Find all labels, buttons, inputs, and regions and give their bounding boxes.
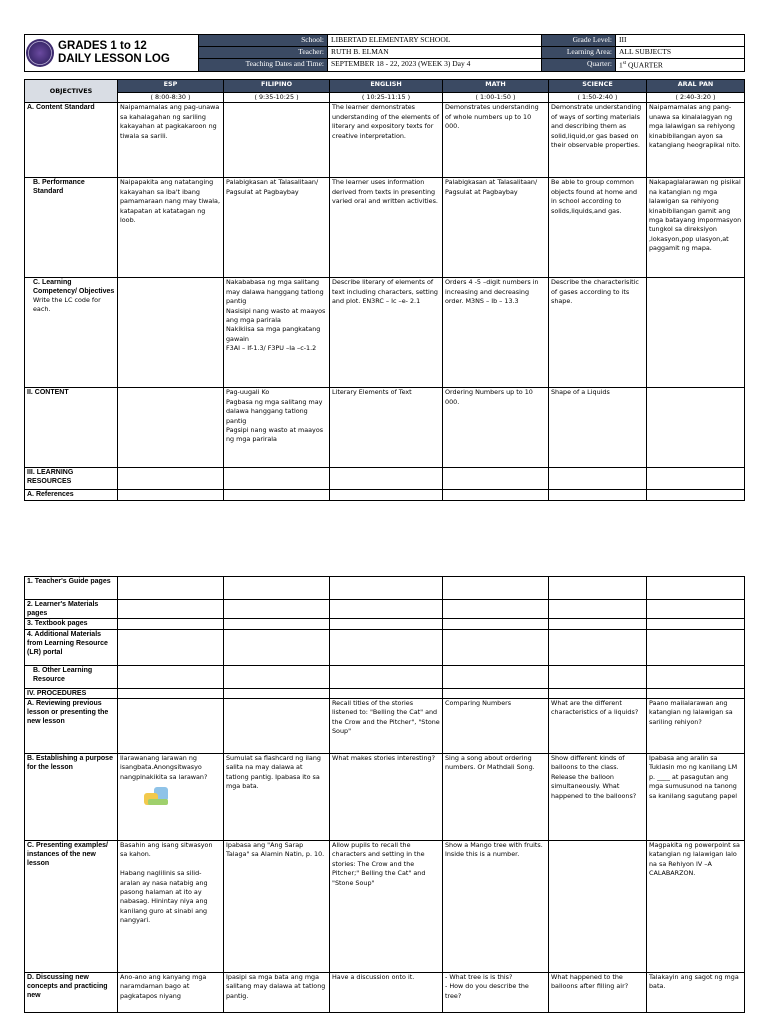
cell-math xyxy=(443,577,549,600)
row-label-3-textbook-pages xyxy=(25,619,118,630)
header-title-cell xyxy=(25,35,199,72)
cell-science xyxy=(549,388,647,468)
row-b-establishing-a-purpose-for-the-lesson xyxy=(25,754,745,841)
cell-text: Paano mailalarawan ang katangian ng lalawigan sa sariling rehiyon? xyxy=(649,699,733,726)
cell-aral-pan xyxy=(647,630,745,666)
cell-science xyxy=(549,699,647,754)
cell-english xyxy=(330,754,443,841)
time-slot-esp: ( 8:00-8:30 ) xyxy=(118,93,224,103)
time-slot-english: ( 10:25-11:15 ) xyxy=(330,93,443,103)
cell-science xyxy=(549,103,647,178)
cell-filipino xyxy=(224,178,330,278)
cell-aral-pan xyxy=(647,666,745,689)
cell-esp xyxy=(118,468,224,490)
cell-text: Naipamamalas ang pang-unawa sa kinalalagyan ng mga lalawigan sa rehiyong kinabibilangan ayon sa katangiang heograpikal nito. xyxy=(649,103,741,150)
cell-text: Show a Mango tree with fruits. Inside this is a number. xyxy=(445,841,543,859)
teacher-label: Teacher: xyxy=(199,47,328,59)
row-label-2-learner-s-materials-pages xyxy=(25,600,118,619)
subject-header-esp: ESP xyxy=(118,80,224,93)
cell-english xyxy=(330,468,443,490)
cell-text: Orders 4 -5 –digit numbers in increasing and decreasing order. M3NS – Ib – 13.3 xyxy=(445,278,539,306)
cell-english xyxy=(330,278,443,388)
cell-esp xyxy=(118,666,224,689)
cell-science xyxy=(549,619,647,630)
cell-english xyxy=(330,577,443,600)
title-line-2: DAILY LESSON LOG xyxy=(58,52,170,65)
cell-text: Naipamamalas ang pag-unawa sa kahalagahan ng sariling kakayahan at pagkakaroon ng tiwala sa sarili. xyxy=(120,103,220,140)
time-slot-math: ( 1:00-1:50 ) xyxy=(443,93,549,103)
row-label-1-teacher-s-guide-pages xyxy=(25,577,118,600)
cell-esp xyxy=(118,619,224,630)
grade-level-label: Grade Level: xyxy=(542,35,616,47)
cell-text: What makes stories interesting? xyxy=(332,754,435,762)
cell-text: The learner uses information derived from texts in presenting varied oral and written activities. xyxy=(332,178,438,206)
cell-text: Basahin ang isang sitwasyon sa kahon. Habang naglilinis sa silid-aralan ay nasa natabig ang pasong halaman at ito ay nabasag. Hinintay niya ang kanilang guro at sinabi ang nangyari. xyxy=(120,841,213,925)
cell-filipino xyxy=(224,699,330,754)
cell-esp xyxy=(118,577,224,600)
cell-math xyxy=(443,178,549,278)
cell-science xyxy=(549,178,647,278)
cell-text: Palabigkasan at Talasalitaan/ Pagsulat at Pagbaybay xyxy=(445,178,538,196)
row-label-text: B. Other Learning Resource xyxy=(33,667,93,683)
row-3-textbook-pages xyxy=(25,619,745,630)
cell-text: Palabigkasan at Talasalitaan/ Pagsulat at Pagbaybay xyxy=(226,178,319,196)
cell-aral-pan xyxy=(647,689,745,699)
school-label: School: xyxy=(199,35,328,47)
cell-text: Describe the characterisitic of gases according to its shape. xyxy=(551,278,639,306)
cell-english xyxy=(330,619,443,630)
row-label-text: D. Discussing new concepts and practicing new xyxy=(27,974,108,999)
cell-filipino xyxy=(224,577,330,600)
cell-aral-pan xyxy=(647,973,745,1013)
learning-area-label: Learning Area: xyxy=(542,47,616,59)
row-label-a-content-standard xyxy=(25,103,118,178)
cell-math xyxy=(443,278,549,388)
objectives-header: OBJECTIVES xyxy=(25,80,118,103)
cell-english xyxy=(330,388,443,468)
cell-aral-pan xyxy=(647,468,745,490)
row-sublabel-text: Write the LC code for each. xyxy=(33,296,101,314)
subject-header-english: ENGLISH xyxy=(330,80,443,93)
cell-math xyxy=(443,754,549,841)
row-b-other-learning-resource xyxy=(25,666,745,689)
row-label-text: II. CONTENT xyxy=(27,389,69,397)
cell-aral-pan xyxy=(647,178,745,278)
cell-aral-pan xyxy=(647,699,745,754)
cell-text: Sing a song about ordering numbers. Or Mathdali Song. xyxy=(445,754,535,772)
cell-text: Ilarawanang larawan ng isangbata.Anongsitwasyo nangpinakikita sa larawan? xyxy=(120,754,208,781)
row-label-text: A. Content Standard xyxy=(27,104,95,112)
cell-text: - What tree is is this? - How do you describe the tree? xyxy=(445,973,529,1000)
cell-text: Ipabasa ang aralin sa Tuklasin mo ng kanilang LM p. ____ at pasagutan ang mga sumusunod na tanong sa kanilang sagutang papel xyxy=(649,754,738,800)
cell-esp xyxy=(118,600,224,619)
cell-text: Describe literary of elements of text including characters, setting and plot. EN3RC – Ic –e- 2.1 xyxy=(332,278,438,306)
cell-aral-pan xyxy=(647,600,745,619)
cell-english xyxy=(330,490,443,501)
row-2-learner-s-materials-pages xyxy=(25,600,745,619)
row-iv-procedures xyxy=(25,689,745,699)
cell-science xyxy=(549,278,647,388)
row-d-discussing-new-concepts-and-practicing-new xyxy=(25,973,745,1013)
title-line-1: GRADES 1 to 12 xyxy=(58,39,147,52)
subject-header-math: MATH xyxy=(443,80,549,93)
cell-filipino xyxy=(224,103,330,178)
cell-text: Have a discussion onto it. xyxy=(332,973,415,981)
row-label-b-other-learning-resource xyxy=(25,666,118,689)
children-clipart-icon xyxy=(144,785,170,807)
cell-math xyxy=(443,619,549,630)
row-label-c-learning-competency-objectives xyxy=(25,278,118,388)
cell-filipino xyxy=(224,973,330,1013)
cell-science xyxy=(549,841,647,973)
cell-esp xyxy=(118,103,224,178)
row-label-text: 4. Additional Materials from Learning Resource (LR) portal xyxy=(27,631,108,656)
cell-english xyxy=(330,973,443,1013)
cell-aral-pan xyxy=(647,103,745,178)
row-a-content-standard xyxy=(25,103,745,178)
cell-filipino xyxy=(224,388,330,468)
cell-esp xyxy=(118,630,224,666)
deped-seal-icon xyxy=(26,39,54,67)
cell-esp xyxy=(118,754,224,841)
cell-text: Be able to group common objects found at home and in school according to solids,liquids,and gas. xyxy=(551,178,638,215)
learning-area-value: ALL SUBJECTS xyxy=(616,47,745,59)
cell-text: Literary Elements of Text xyxy=(332,388,412,397)
row-label-text: B. Establishing a purpose for the lesson xyxy=(27,755,113,771)
cell-text: Nakapaglalarawan ng pisikal na katangian ng mga lalawigan sa rehiyong kinabibilangan gamit ang mga batayang impormasyon tungkol sa direksiyon ,lokasyon,pop ulasyon,at paggamit ng mapa. xyxy=(649,178,742,253)
cell-aral-pan xyxy=(647,278,745,388)
cell-filipino xyxy=(224,841,330,973)
row-label-text: 2. Learner's Materials pages xyxy=(27,601,99,617)
subject-header-aral-pan: ARAL PAN xyxy=(647,80,745,93)
cell-text: Pag-uugali Ko Pagbasa ng mga salitang may dalawa hanggang tatlong pantig Pagsipi nang wasto at maayos ng mga parirala xyxy=(226,388,324,444)
cell-aral-pan xyxy=(647,490,745,501)
cell-esp xyxy=(118,699,224,754)
row-label-text: IV. PROCEDURES xyxy=(27,690,87,697)
cell-text: The learner demonstrates understanding of the elements of literary and expository texts for creative interpretation. xyxy=(332,103,440,140)
row-label-text: B. Performance Standard xyxy=(33,179,85,196)
cell-english xyxy=(330,103,443,178)
cell-text: Comparing Numbers xyxy=(445,699,512,707)
row-label-text: C. Learning Competency/ Objectives xyxy=(33,279,115,296)
subject-header-science: SCIENCE xyxy=(549,80,647,93)
cell-science xyxy=(549,468,647,490)
cell-english xyxy=(330,689,443,699)
row-4-additional-materials-from-learning-resource-lr-portal xyxy=(25,630,745,666)
row-label-c-presenting-examples-instances-of-the-new-lesson xyxy=(25,841,118,973)
cell-text: Naipapakita ang natatanging kakayahan sa iba't ibang pamamaraan nang may tiwala, katapatan at katatagan ng loob. xyxy=(120,178,221,225)
cell-esp xyxy=(118,388,224,468)
cell-text: Ordering Numbers up to 10 000. xyxy=(445,388,533,406)
cell-aral-pan xyxy=(647,619,745,630)
row-label-ii-content xyxy=(25,388,118,468)
quarter-value: 1st QUARTER xyxy=(616,59,745,72)
row-label-b-establishing-a-purpose-for-the-lesson xyxy=(25,754,118,841)
lesson-table-part-2 xyxy=(24,576,745,1013)
cell-text: Show different kinds of balloons to the class. Release the balloon simultaneously. What happened to the balloons? xyxy=(551,754,637,800)
cell-text: Sumulat sa flashcard ng ilang salita na may dalawa at tatlong pantig. Ipabasa ito sa mga bata. xyxy=(226,754,321,791)
subject-header-filipino: FILIPINO xyxy=(224,80,330,93)
row-label-a-reviewing-previous-lesson-or-presenting-the-new-lesson xyxy=(25,699,118,754)
cell-english xyxy=(330,630,443,666)
row-label-text: A. References xyxy=(27,491,74,499)
row-label-text: C. Presenting examples/ instances of the new lesson xyxy=(27,842,108,867)
cell-aral-pan xyxy=(647,841,745,973)
cell-science xyxy=(549,973,647,1013)
cell-text: What are the different characteristics of a liquids? xyxy=(551,699,639,717)
cell-esp xyxy=(118,178,224,278)
cell-filipino xyxy=(224,689,330,699)
cell-english xyxy=(330,699,443,754)
cell-math xyxy=(443,630,549,666)
cell-english xyxy=(330,178,443,278)
quarter-label: Quarter: xyxy=(542,59,616,72)
cell-filipino xyxy=(224,619,330,630)
row-c-presenting-examples-instances-of-the-new-lesson xyxy=(25,841,745,973)
cell-science xyxy=(549,666,647,689)
cell-math xyxy=(443,468,549,490)
row-a-references xyxy=(25,490,745,501)
cell-aral-pan xyxy=(647,577,745,600)
cell-filipino xyxy=(224,468,330,490)
cell-math xyxy=(443,103,549,178)
row-a-reviewing-previous-lesson-or-presenting-the-new-lesson xyxy=(25,699,745,754)
row-iii-learning-resources xyxy=(25,468,745,490)
row-label-4-additional-materials-from-learning-resource-lr-portal xyxy=(25,630,118,666)
row-b-performance-standard xyxy=(25,178,745,278)
header-table xyxy=(24,34,745,72)
cell-math xyxy=(443,388,549,468)
teaching-dates-value: SEPTEMBER 18 - 22, 2023 (WEEK 3) Day 4 xyxy=(328,59,542,72)
cell-text: Talakayin ang sagot ng mga bata. xyxy=(649,973,739,991)
school-value: LIBERTAD ELEMENTARY SCHOOL xyxy=(328,35,542,47)
cell-text: Demonstrate understanding of ways of sorting materials and describing them as solid,liquid,or gas based on their observable properties. xyxy=(551,103,642,150)
cell-science xyxy=(549,490,647,501)
cell-english xyxy=(330,666,443,689)
cell-filipino xyxy=(224,490,330,501)
cell-esp xyxy=(118,689,224,699)
cell-text: Magpakita ng powerpoint sa katangian ng lalawigan lalo na sa Rehiyon IV –A CALABARZON. xyxy=(649,841,740,878)
cell-filipino xyxy=(224,630,330,666)
row-label-iii-learning-resources xyxy=(25,468,118,490)
cell-science xyxy=(549,577,647,600)
cell-aral-pan xyxy=(647,754,745,841)
cell-esp xyxy=(118,278,224,388)
grade-level-value: III xyxy=(616,35,745,47)
teaching-dates-label: Teaching Dates and Time: xyxy=(199,59,328,72)
cell-math xyxy=(443,689,549,699)
cell-math xyxy=(443,973,549,1013)
row-c-learning-competency-objectives xyxy=(25,278,745,388)
row-label-text: 1. Teacher's Guide pages xyxy=(27,578,111,585)
time-slot-filipino: ( 9:35-10:25 ) xyxy=(224,93,330,103)
teacher-value: RUTH B. ELMAN xyxy=(328,47,542,59)
row-label-iv-procedures xyxy=(25,689,118,699)
row-label-d-discussing-new-concepts-and-practicing-new xyxy=(25,973,118,1013)
cell-science xyxy=(549,689,647,699)
cell-filipino xyxy=(224,666,330,689)
row-label-b-performance-standard xyxy=(25,178,118,278)
cell-filipino xyxy=(224,754,330,841)
row-label-text: 3. Textbook pages xyxy=(27,620,88,627)
cell-text: Ano-ano ang kanyang mga naramdaman bago at pagkatapos niyang xyxy=(120,973,207,1000)
row-ii-content xyxy=(25,388,745,468)
cell-math xyxy=(443,490,549,501)
cell-esp xyxy=(118,841,224,973)
cell-text: Recall titles of the stories listened to: "Belling the Cat" and the Crow and the Pitcher", "Stone Soup" xyxy=(332,699,440,736)
cell-esp xyxy=(118,973,224,1013)
cell-text: Shape of a Liquids xyxy=(551,388,610,397)
row-1-teacher-s-guide-pages xyxy=(25,577,745,600)
time-slot-science: ( 1:50-2:40 ) xyxy=(549,93,647,103)
cell-english xyxy=(330,841,443,973)
cell-math xyxy=(443,699,549,754)
cell-esp xyxy=(118,490,224,501)
cell-text: Ipasipi sa mga bata ang mga salitang may dalawa at tatlong pantig. xyxy=(226,973,326,1000)
cell-text: Demonstrates understanding of whole numbers up to 10 000. xyxy=(445,103,539,131)
cell-text: Allow pupils to recall the characters and setting in the stories: The Crow and the Pitcher;" Belling the Cat" and "Stone Soup" xyxy=(332,841,426,887)
lesson-table-part-1 xyxy=(24,79,745,501)
cell-math xyxy=(443,600,549,619)
cell-text: Nakababasa ng mga salitang may dalawa hanggang tatlong pantig Nasisipi nang wasto at maayos ang mga parirala Nakikiisa sa mga pangkatang gawain F3AI – If-1.3/ F3PU –Ia –c-1.2 xyxy=(226,278,326,353)
cell-science xyxy=(549,600,647,619)
cell-math xyxy=(443,841,549,973)
cell-text: Ipabasa ang "Ang Sarap Talaga" sa Alamin Natin, p. 10. xyxy=(226,841,325,859)
cell-filipino xyxy=(224,278,330,388)
cell-filipino xyxy=(224,600,330,619)
cell-science xyxy=(549,630,647,666)
cell-math xyxy=(443,666,549,689)
cell-aral-pan xyxy=(647,388,745,468)
row-label-text: III. LEARNING RESOURCES xyxy=(27,469,74,486)
time-slot-aral-pan: ( 2:40-3:20 ) xyxy=(647,93,745,103)
row-label-a-references xyxy=(25,490,118,501)
cell-text: What happened to the balloons after filling air? xyxy=(551,973,629,991)
cell-english xyxy=(330,600,443,619)
row-label-text: A. Reviewing previous lesson or presenting the new lesson xyxy=(27,700,109,725)
cell-science xyxy=(549,754,647,841)
